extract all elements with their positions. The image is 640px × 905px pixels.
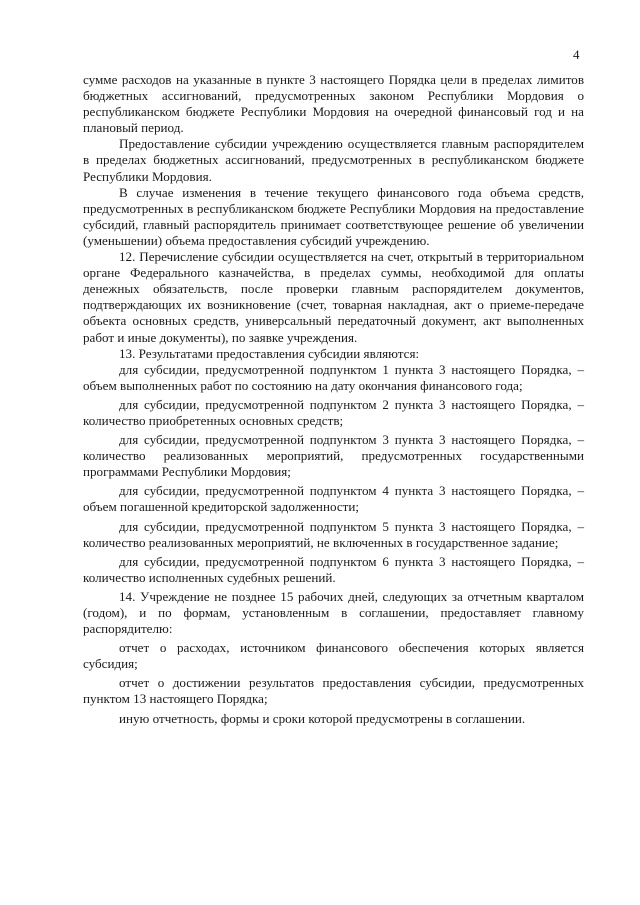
paragraph-result-subitem-3: для субсидии, предусмотренной подпунктом 3 пункта 3 настоящего Порядка, – количество реализованных мероприятий, предусмотренных государственными программами Республики Мордовия; [83, 432, 584, 480]
paragraph-result-subitem-5: для субсидии, предусмотренной подпунктом 5 пункта 3 настоящего Порядка, – количество реализованных мероприятий, не включенных в государственное задание; [83, 518, 584, 550]
paragraph-result-subitem-1: для субсидии, предусмотренной подпунктом 1 пункта 3 настоящего Порядка, – объем выполненных работ по состоянию на дату окончания финансового года; [83, 361, 584, 393]
paragraph-budget-changes: В случае изменения в течение текущего финансового года объема средств, предусмотренных в республиканском бюджете Республики Мордовия на предоставление субсидий, главный распорядитель принимает соответствующее решение об увеличении (уменьшении) объема предоставления субсидий учреждению. [83, 184, 584, 248]
paragraph-subsidy-provision: Предоставление субсидии учреждению осуществляется главным распорядителем в пределах бюджетных ассигнований, предусмотренных в республиканском бюджете Республики Мордовия. [83, 136, 584, 184]
paragraph-other-reporting: иную отчетность, формы и сроки которой предусмотрены в соглашении. [119, 710, 526, 726]
paragraph-results-report: отчет о достижении результатов предоставления субсидии, предусмотренных пунктом 13 настоящего Порядка; [83, 675, 584, 707]
paragraph-result-subitem-4: для субсидии, предусмотренной подпунктом 4 пункта 3 настоящего Порядка, – объем погашенной кредиторской задолженности; [83, 483, 584, 515]
paragraph-budget-limits: сумме расходов на указанные в пункте 3 настоящего Порядка цели в пределах лимитов бюджетных ассигнований, предусмотренных законом Республики Мордовия о республиканском бюджете Республики Мордовия на очередной финансовый год и на плановый период. [83, 72, 584, 136]
paragraph-item-12-transfer: 12. Перечисление субсидии осуществляется на счет, открытый в территориальном органе Федерального казначейства, в пределах суммы, необходимой для оплаты денежных обязательств, после проверки главным распорядителем документов, подтверждающих их возникновение (счет, товарная накладная, акт о приеме-передаче объекта основных средств, универсальный передаточный документ, акт выполненных работ и иные документы), по заявке учреждения. [83, 249, 584, 345]
paragraph-item-14-reporting: 14. Учреждение не позднее 15 рабочих дней, следующих за отчетным кварталом (годом), и по формам, установленным в соглашении, предоставляет главному распорядителю: [83, 588, 584, 637]
paragraph-result-subitem-6: для субсидии, предусмотренной подпунктом 6 пункта 3 настоящего Порядка, – количество исполненных судебных решений. [83, 553, 584, 585]
paragraph-result-subitem-2: для субсидии, предусмотренной подпунктом 2 пункта 3 настоящего Порядка, – количество приобретенных основных средств; [83, 396, 584, 428]
paragraph-expense-report: отчет о расходах, источником финансового обеспечения которых является субсидия; [83, 640, 584, 672]
page-number: 4 [573, 47, 580, 62]
document-body [83, 72, 584, 727]
paragraph-item-13-results: 13. Результатами предоставления субсидии являются: [119, 345, 420, 361]
